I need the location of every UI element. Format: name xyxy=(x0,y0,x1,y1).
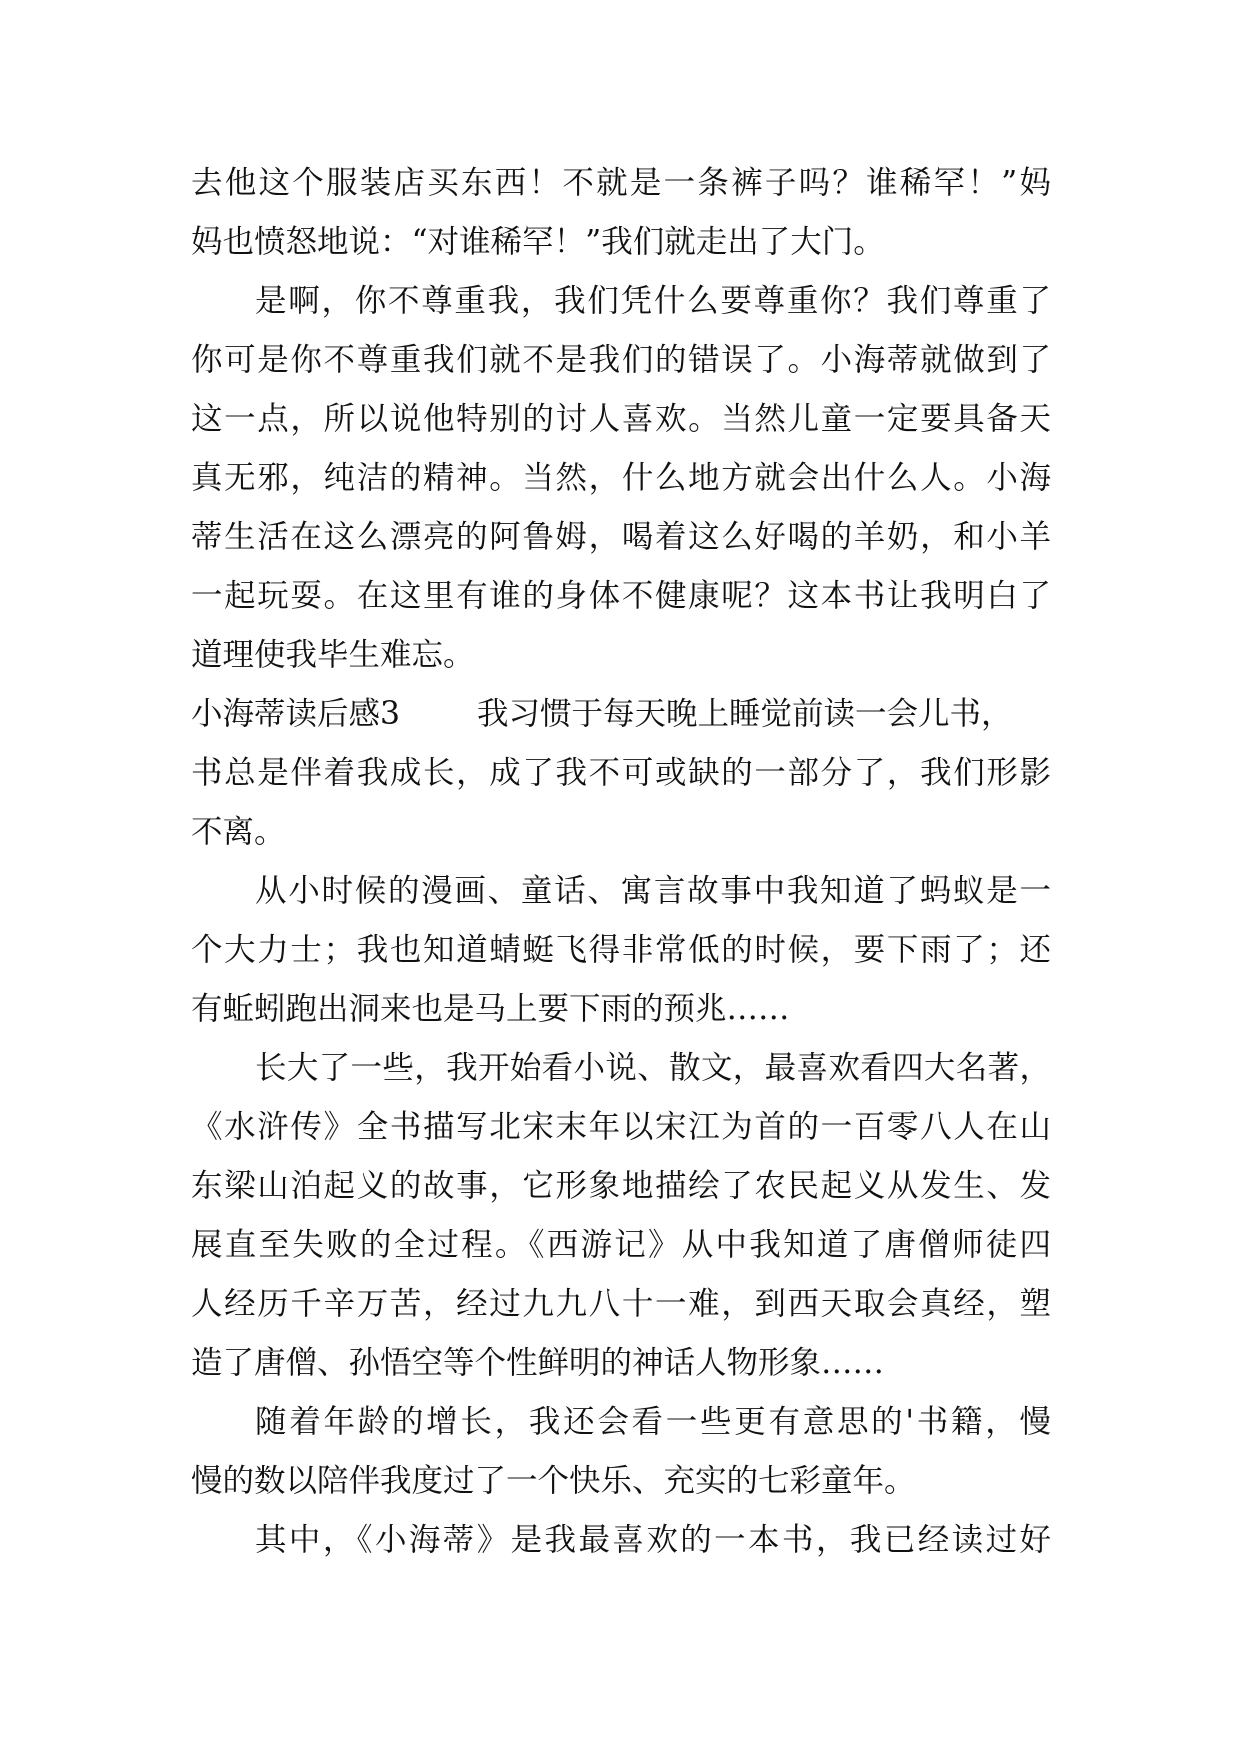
text-line: 其中，《小海蒂》是我最喜欢的一本书，我已经读过好 xyxy=(255,1522,1051,1558)
text-line: 长大了一些，我开始看小说、散文，最喜欢看四大名著， xyxy=(255,1050,1051,1086)
text-line: 《水浒传》全书描写北宋末年以宋江为首的一百零八人在山 xyxy=(191,1109,1051,1145)
text-line: 你可是你不尊重我们就不是我们的错误了。小海蒂就做到了 xyxy=(191,342,1051,378)
text-line: 慢的数以陪伴我度过了一个快乐、充实的七彩童年。 xyxy=(191,1463,916,1499)
text-line: 不离。 xyxy=(191,814,286,850)
text-line: 一起玩耍。在这里有谁的身体不健康呢？这本书让我明白了 xyxy=(191,578,1051,614)
text-line: 人经历千辛万苦，经过九九八十一难，到西天取会真经，塑 xyxy=(191,1286,1051,1322)
text-line: 随着年龄的增长，我还会看一些更有意思的'书籍，慢 xyxy=(255,1404,1051,1440)
text-line: 去他这个服装店买东西！不就是一条裤子吗？谁稀罕！”妈 xyxy=(191,165,1051,201)
text-line: 造了唐僧、孙悟空等个性鲜明的神话人物形象…… xyxy=(191,1345,885,1381)
text-line: 蒂生活在这么漂亮的阿鲁姆，喝着这么好喝的羊奶，和小羊 xyxy=(191,519,1051,555)
text-line: 个大力士；我也知道蜻蜓飞得非常低的时候，要下雨了；还 xyxy=(191,932,1051,968)
text-line: 妈也愤怒地说：“对谁稀罕！”我们就走出了大门。 xyxy=(191,224,885,260)
text-line: 书总是伴着我成长，成了我不可或缺的一部分了，我们形影 xyxy=(191,755,1051,791)
section-heading-line xyxy=(191,685,1051,744)
text-line: 这一点，所以说他特别的讨人喜欢。当然儿童一定要具备天 xyxy=(191,401,1051,437)
text-line: 道理使我毕生难忘。 xyxy=(191,637,475,673)
text-line: 是啊，你不尊重我，我们凭什么要尊重你？我们尊重了 xyxy=(255,283,1051,319)
text-line: 有蚯蚓跑出洞来也是马上要下雨的预兆…… xyxy=(191,991,790,1027)
text-line-fragment: 我习惯于每天晚上睡觉前读一会儿书， xyxy=(477,696,1013,732)
text-line: 展直至失败的全过程。《西游记》从中我知道了唐僧师徒四 xyxy=(191,1227,1051,1263)
text-line: 真无邪，纯洁的精神。当然，什么地方就会出什么人。小海 xyxy=(191,460,1051,496)
section-title: 小海蒂读后感3 xyxy=(191,696,401,732)
text-line: 从小时候的漫画、童话、寓言故事中我知道了蚂蚁是一 xyxy=(255,873,1051,909)
text-line: 东梁山泊起义的故事，它形象地描绘了农民起义从发生、发 xyxy=(191,1168,1051,1204)
body-text xyxy=(191,154,1051,1570)
